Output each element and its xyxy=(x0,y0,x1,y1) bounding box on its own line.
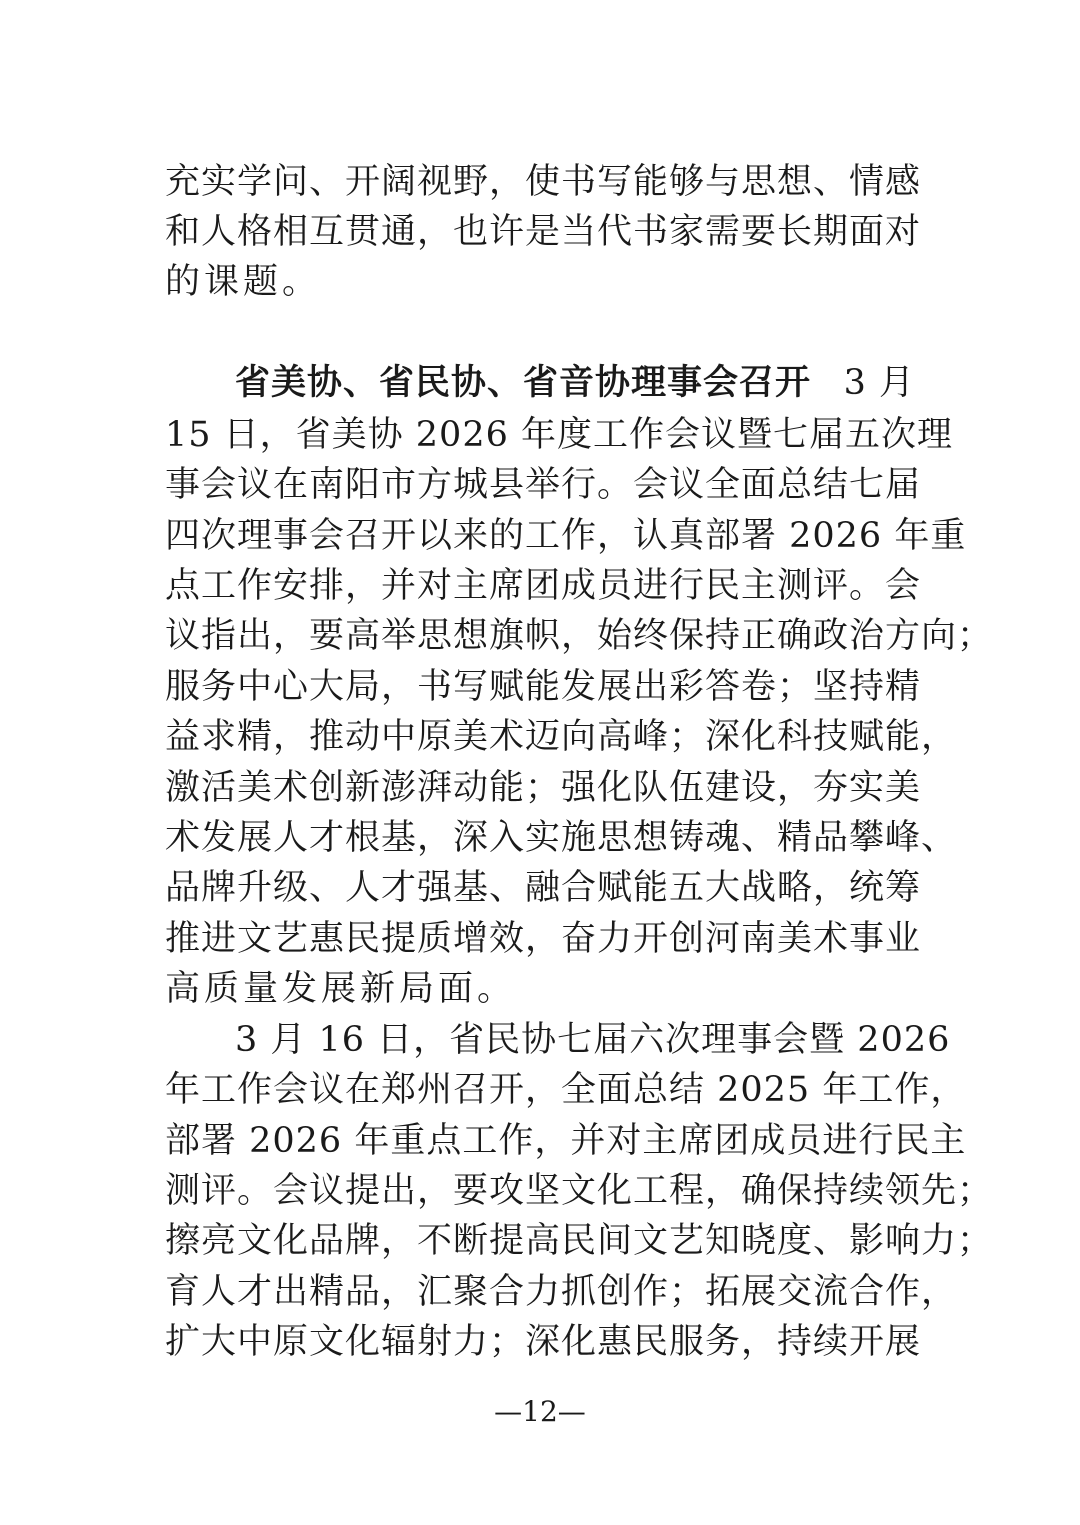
text-line: 部署 2026 年重点工作，并对主席团成员进行民主 xyxy=(165,1121,967,1161)
text-line: 和人格相互贯通，也许是当代书家需要长期面对 xyxy=(165,212,922,252)
section-heading-line xyxy=(235,358,915,408)
text-line: 3 月 16 日，省民协七届六次理事会暨 2026 xyxy=(235,1020,951,1060)
section-heading: 省美协、省民协、省音协理事会召开 xyxy=(235,363,812,403)
text-line: 15 日，省美协 2026 年度工作会议暨七届五次理 xyxy=(165,415,953,455)
text-line: 的课题。 xyxy=(165,262,322,302)
heading-trailing-text: 3 月 xyxy=(843,363,915,403)
text-line: 四次理事会召开以来的工作，认真部署 2026 年重 xyxy=(165,516,967,556)
text-line: 育人才出精品，汇聚合力抓创作；拓展交流合作， xyxy=(165,1272,958,1312)
text-line: 益求精，推动中原美术迈向高峰；深化科技赋能， xyxy=(165,717,958,757)
text-line: 服务中心大局，书写赋能发展出彩答卷；坚持精 xyxy=(165,667,922,707)
page-number: —12— xyxy=(494,1395,586,1428)
text-line: 点工作安排，并对主席团成员进行民主测评。会 xyxy=(165,566,922,606)
text-line: 事会议在南阳市方城县举行。会议全面总结七届 xyxy=(165,465,922,505)
text-line: 激活美术创新澎湃动能；强化队伍建设，夯实美 xyxy=(165,768,922,808)
text-line: 扩大中原文化辐射力；深化惠民服务，持续开展 xyxy=(165,1322,922,1362)
text-line: 品牌升级、人才强基、融合赋能五大战略，统筹 xyxy=(165,868,922,908)
text-line: 术发展人才根基，深入实施思想铸魂、精品攀峰、 xyxy=(165,818,958,858)
text-line: 测评。会议提出，要攻坚文化工程，确保持续领先； xyxy=(165,1171,994,1211)
text-line: 充实学问、开阔视野，使书写能够与思想、情感 xyxy=(165,162,922,202)
text-line: 年工作会议在郑州召开，全面总结 2025 年工作， xyxy=(165,1070,967,1110)
text-line: 推进文艺惠民提质增效，奋力开创河南美术事业 xyxy=(165,919,922,959)
text-line: 擦亮文化品牌，不断提高民间文艺知晓度、影响力； xyxy=(165,1221,994,1261)
text-line: 议指出，要高举思想旗帜，始终保持正确政治方向； xyxy=(165,616,994,656)
text-line: 高质量发展新局面。 xyxy=(165,969,517,1009)
